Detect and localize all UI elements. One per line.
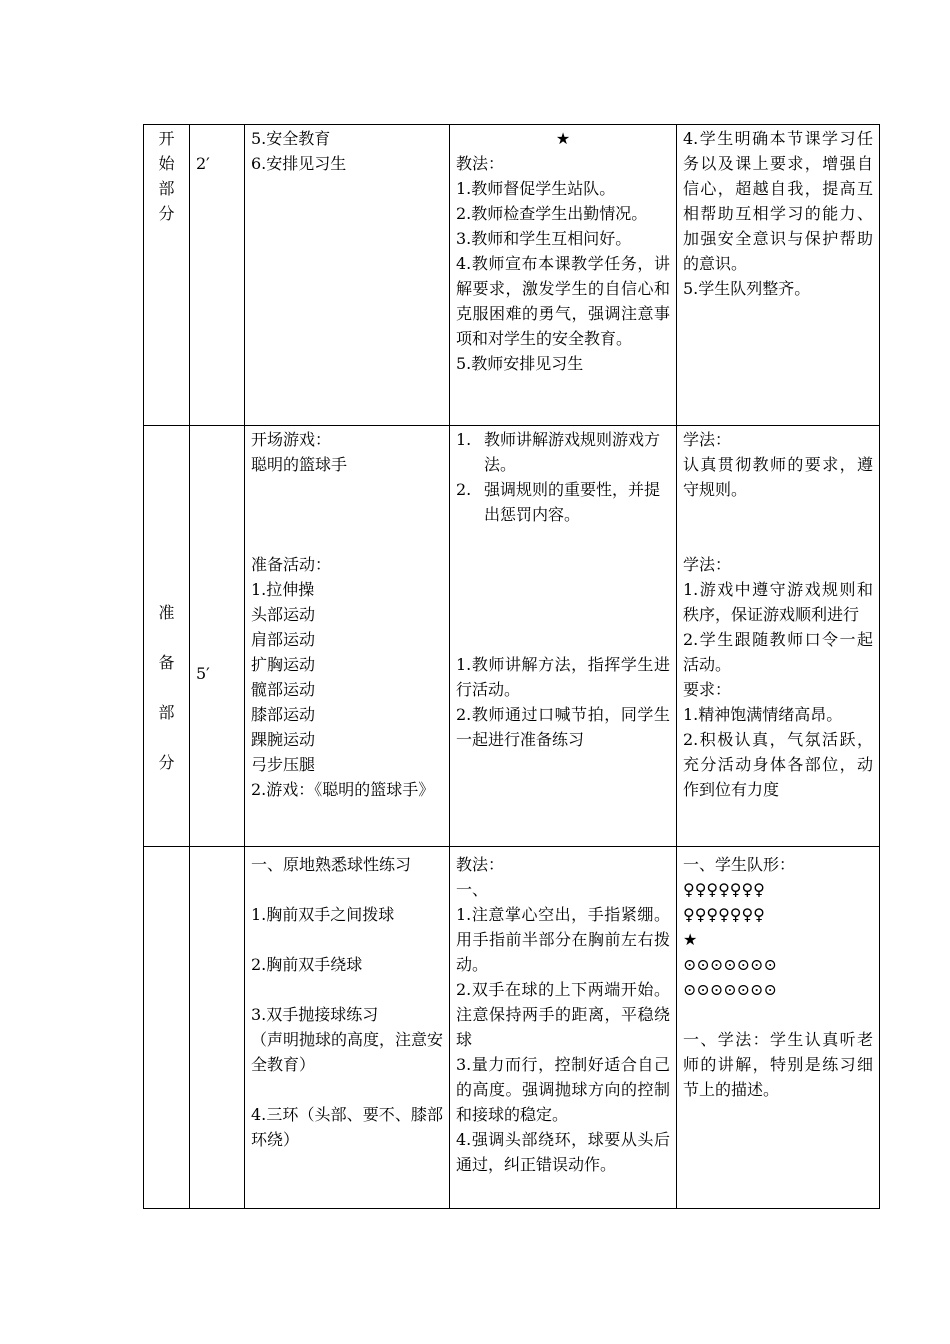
- table-row: [144, 847, 880, 1209]
- item-text: 教师讲解游戏规则游戏方法。: [484, 430, 661, 474]
- content-cell: [245, 426, 450, 847]
- method-item: 3.教师和学生互相问好。: [456, 229, 632, 248]
- content-line: 2.游戏：《聪明的篮球手》: [251, 780, 435, 799]
- student-item: 4.学生明确本节课学习任务以及课上要求，增强自信心，超越自我，提高互相帮助互相学习的能力、加强安全意识与保护帮助的意识。: [683, 129, 873, 273]
- student-item: 5.学生队列整齐。: [683, 279, 811, 298]
- item-number: 1.: [456, 430, 472, 449]
- content-line: 2.胸前双手绕球: [251, 955, 363, 974]
- time-value: 2′: [196, 154, 210, 173]
- content-cell: [245, 847, 450, 1209]
- method-heading: 教法：: [456, 855, 505, 874]
- formation-row-female: ♀♀♀♀♀♀♀: [683, 905, 765, 924]
- section-label-start: [144, 125, 190, 426]
- time-cell: [190, 847, 245, 1209]
- content-line: 准备活动：: [251, 555, 332, 574]
- student-item: 2.积极认真，气氛活跃，充分活动身体各部位，动作到位有力度: [683, 730, 873, 799]
- student-item: 一、学法：学生认真听老师的讲解，特别是练习细节上的描述。: [683, 1030, 873, 1099]
- student-item: 1.精神饱满情绪高昂。: [683, 705, 843, 724]
- formation-row-circle: ⊙⊙⊙⊙⊙⊙⊙: [683, 980, 777, 999]
- time-value: 5′: [196, 664, 210, 683]
- student-heading: 学法：: [683, 430, 732, 449]
- item-text: 强调规则的重要性，并提出惩罚内容。: [484, 480, 661, 524]
- content-line: 3.双手抛接球练习: [251, 1005, 379, 1024]
- formation-row-circle: ⊙⊙⊙⊙⊙⊙⊙: [683, 955, 777, 974]
- content-line: （声明抛球的高度，注意安全教育）: [251, 1030, 444, 1074]
- method-item: [456, 427, 670, 477]
- teacher-method-cell: [450, 847, 677, 1209]
- section-label-prepare: [144, 426, 190, 847]
- section-label-empty: [144, 847, 190, 1209]
- section-char: 准: [158, 603, 175, 622]
- method-item: 4.强调头部绕环，球要从头后通过，纠正错误动作。: [456, 1130, 670, 1174]
- teacher-method-cell: [450, 426, 677, 847]
- method-item: 3.量力而行，控制好适合自己的高度。强调抛球方向的控制和接球的稳定。: [456, 1055, 670, 1124]
- student-item: 1.游戏中遵守游戏规则和秩序，保证游戏顺利进行: [683, 580, 873, 624]
- content-line: 6.安排见习生: [251, 154, 347, 173]
- table-row: [144, 426, 880, 847]
- section-char: 开: [158, 129, 175, 148]
- student-heading: 学法：: [683, 555, 732, 574]
- content-line: 踝腕运动: [251, 730, 316, 749]
- content-line: 一、原地熟悉球性练习: [251, 855, 412, 874]
- section-char: 备: [158, 653, 175, 672]
- method-item: 2.教师通过口喊节拍，同学生一起进行准备练习: [456, 705, 670, 749]
- content-line: 头部运动: [251, 605, 316, 624]
- content-line: 1.拉伸操: [251, 580, 315, 599]
- lesson-plan-table: [143, 124, 880, 1209]
- content-line: 开场游戏：: [251, 430, 332, 449]
- student-cell: [677, 426, 880, 847]
- content-cell: [245, 125, 450, 426]
- method-item: 2.教师检查学生出勤情况。: [456, 204, 648, 223]
- student-item: 2.学生跟随教师口令一起活动。: [683, 630, 873, 674]
- content-line: 1.胸前双手之间拨球: [251, 905, 395, 924]
- student-cell: [677, 847, 880, 1209]
- student-item: 认真贯彻教师的要求，遵守规则。: [683, 455, 873, 499]
- method-item: 1.注意掌心空出，手指紧绷。用手指前半部分在胸前左右拨动。: [456, 905, 670, 974]
- formation-row-female: ♀♀♀♀♀♀♀: [683, 880, 765, 899]
- method-heading: 教法：: [456, 154, 505, 173]
- content-line: 肩部运动: [251, 630, 316, 649]
- method-item: 1.教师督促学生站队。: [456, 179, 616, 198]
- time-cell: [190, 125, 245, 426]
- section-char: 部: [158, 703, 175, 722]
- content-line: 4.三环（头部、要不、膝部环绕）: [251, 1105, 443, 1149]
- star-icon: ★: [555, 129, 571, 148]
- content-line: 扩胸运动: [251, 655, 316, 674]
- student-heading: 要求：: [683, 680, 732, 699]
- formation-heading: 一、学生队形：: [683, 855, 796, 874]
- section-char: 部: [158, 179, 175, 198]
- content-line: 5.安全教育: [251, 129, 331, 148]
- item-number: 2.: [456, 480, 472, 499]
- method-item: 1.教师讲解方法，指挥学生进行活动。: [456, 655, 670, 699]
- method-item: 5.教师安排见习生: [456, 354, 584, 373]
- section-char: 分: [158, 204, 175, 223]
- time-cell: [190, 426, 245, 847]
- section-char: 始: [158, 154, 175, 173]
- teacher-method-cell: [450, 125, 677, 426]
- method-item: 4.教师宣布本课教学任务，讲解要求，激发学生的自信心和克服困难的勇气，强调注意事项和对学生的安全教育。: [456, 254, 670, 348]
- method-item: 2.双手在球的上下两端开始。注意保持两手的距离，平稳绕球: [456, 980, 670, 1049]
- content-line: 聪明的篮球手: [251, 455, 348, 474]
- section-char: 分: [158, 753, 175, 772]
- teacher-star-icon: ★: [683, 930, 698, 949]
- method-item: [456, 477, 670, 527]
- student-cell: [677, 125, 880, 426]
- method-subheading: 一、: [456, 880, 489, 899]
- content-line: 弓步压腿: [251, 755, 316, 774]
- content-line: 膝部运动: [251, 705, 316, 724]
- table-row: [144, 125, 880, 426]
- content-line: 髋部运动: [251, 680, 316, 699]
